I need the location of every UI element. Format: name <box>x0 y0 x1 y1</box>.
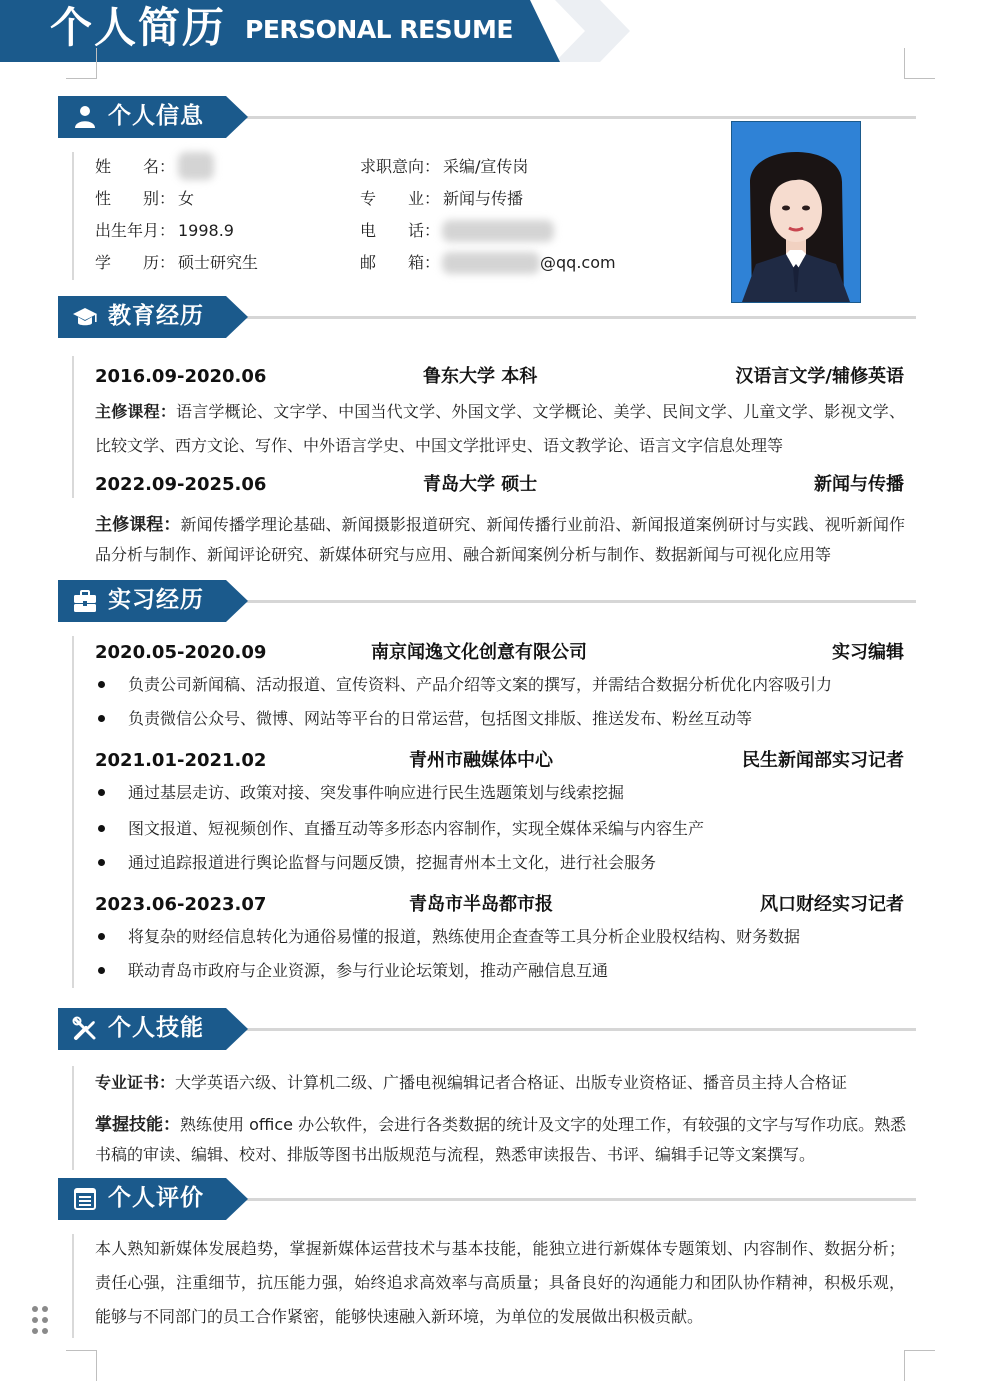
email-label: 邮 箱： <box>360 253 441 272</box>
phone-label: 电 话： <box>360 221 441 240</box>
section-divider <box>240 116 916 119</box>
edu-date: 2022.09-2025.06 <box>95 474 267 495</box>
gender-label: 性 别： <box>95 189 176 208</box>
section-divider <box>240 1028 916 1031</box>
section-rule <box>72 1066 74 1170</box>
section-title-internship: 实习经历 <box>108 587 204 613</box>
intern-bullet: 图文报道、短视频创作、直播互动等多形态内容制作，实现全媒体采编与内容生产 <box>128 819 705 838</box>
intern-bullet: 将复杂的财经信息转化为通俗易懂的报道，熟练使用企查查等工具分析企业股权结构、财务数据 <box>128 927 801 946</box>
skill-label: 掌握技能： <box>95 1115 180 1135</box>
resume-title-en: PERSONAL RESUME <box>245 15 513 44</box>
edu-school: 鲁东大学 本科 <box>423 366 538 387</box>
courses-label: 主修课程： <box>95 402 177 421</box>
corner-mark-bottom-right <box>904 1350 935 1381</box>
corner-mark-top-right <box>904 48 935 79</box>
section-divider <box>240 316 916 319</box>
bullet-dot <box>98 715 105 722</box>
bullet-dot <box>98 859 105 866</box>
portrait-illustration <box>732 122 860 302</box>
section-title-skills: 个人技能 <box>108 1015 204 1041</box>
edu-major: 汉语言文学/辅修英语 <box>735 366 904 387</box>
section-divider <box>240 600 916 603</box>
edu-courses <box>95 395 905 463</box>
major-label: 专 业： <box>360 189 441 208</box>
cert-text: 大学英语六级、计算机二级、广播电视编辑记者合格证、出版专业资格证、播音员主持人合格证 <box>175 1073 848 1092</box>
bullet-dot <box>98 933 105 940</box>
courses-text: 新闻传播学理论基础、新闻摄影报道研究、新闻传播行业前沿、新闻报道案例研讨与实践、视听新闻作品分析与制作、新闻评论研究、新媒体研究与应用、融合新闻案例分析与制作、数据新闻与可视化应用等 <box>95 515 905 564</box>
section-rule <box>72 152 74 280</box>
section-rule <box>72 1234 74 1338</box>
intern-company: 南京闻逸文化创意有限公司 <box>371 642 587 663</box>
corner-mark-bottom-left <box>66 1350 97 1381</box>
profile-photo <box>731 121 861 303</box>
intern-bullet: 联动青岛市政府与企业资源，参与行业论坛策划，推动产融信息互通 <box>128 961 609 980</box>
tools-icon <box>72 1016 98 1042</box>
evaluation-text: 本人熟知新媒体发展趋势，掌握新媒体运营技术与基本技能，能独立进行新媒体专题策划、内容制作、数据分析；责任心强，注重细节，抗压能力强，始终追求高效率与高质量；具备良好的沟通能力和团队协作精神，积极乐观，能够与不同部门的员工合作紧密，能够快速融入新环境，为单位的发展做出积极贡献。 <box>95 1239 905 1326</box>
intern-company: 青州市融媒体中心 <box>409 750 553 771</box>
cert-label: 专业证书： <box>95 1073 176 1092</box>
intern-role: 风口财经实习记者 <box>760 894 904 915</box>
skill-text: 熟练使用 office 办公软件，会进行各类数据的统计及文字的处理工作，有较强的文字与写作功底。熟悉书稿的审读、编辑、校对、排版等图书出版规范与流程，熟悉审读报告、书评、编辑手记等文案撰写。 <box>95 1115 907 1164</box>
gender-value: 女 <box>178 189 195 208</box>
intern-role: 实习编辑 <box>832 642 904 663</box>
section-title-evaluation: 个人评价 <box>108 1185 204 1211</box>
major-value: 新闻与传播 <box>443 189 524 208</box>
cert-line <box>95 1073 847 1093</box>
email-domain: @qq.com <box>540 253 616 272</box>
intern-date: 2023.06-2023.07 <box>95 894 267 915</box>
person-icon <box>72 104 98 130</box>
phone-redacted <box>442 220 554 242</box>
drag-handle-icon[interactable] <box>32 1306 50 1336</box>
birth-label: 出生年月： <box>95 221 176 240</box>
name-label: 姓 名： <box>95 157 176 176</box>
bullet-dot <box>98 681 105 688</box>
courses-text: 语言学概论、文字学、中国当代文学、外国文学、文学概论、美学、民间文学、儿童文学、影视文学、比较文学、西方文论、写作、中外语言学史、中国文学批评史、语文教学论、语言文字信息处理等 <box>95 402 905 455</box>
graduation-cap-icon <box>72 304 98 330</box>
edu-major: 新闻与传播 <box>814 474 904 495</box>
resume-title: 个人简历 <box>50 3 227 52</box>
section-title-info: 个人信息 <box>108 103 204 129</box>
section-rule <box>72 356 74 498</box>
briefcase-icon <box>72 588 98 614</box>
corner-mark-top-left <box>66 48 97 79</box>
intent-label: 求职意向： <box>360 157 441 176</box>
birth-value: 1998.9 <box>178 221 234 240</box>
document-list-icon <box>72 1186 98 1212</box>
intern-date: 2021.01-2021.02 <box>95 750 267 771</box>
email-redacted <box>442 252 540 274</box>
bullet-dot <box>98 789 105 796</box>
name-redacted <box>178 152 214 180</box>
intern-bullet: 通过追踪报道进行舆论监督与问题反馈，挖掘青州本土文化，进行社会服务 <box>128 853 657 872</box>
edu-school: 青岛大学 硕士 <box>423 474 538 495</box>
degree-label: 学 历： <box>95 253 176 272</box>
intern-bullet: 通过基层走访、政策对接、突发事件响应进行民生选题策划与线索挖掘 <box>128 783 625 802</box>
edu-courses <box>95 510 905 570</box>
intern-date: 2020.05-2020.09 <box>95 642 267 663</box>
intern-company: 青岛市半岛都市报 <box>409 894 553 915</box>
bullet-dot <box>98 825 105 832</box>
bullet-dot <box>98 967 105 974</box>
section-title-education: 教育经历 <box>108 303 204 329</box>
edu-date: 2016.09-2020.06 <box>95 366 267 387</box>
intent-value: 采编/宣传岗 <box>443 157 529 176</box>
intern-bullet: 负责微信公众号、微博、网站等平台的日常运营，包括图文排版、推送发布、粉丝互动等 <box>128 709 753 728</box>
courses-label: 主修课程： <box>95 515 181 535</box>
intern-role: 民生新闻部实习记者 <box>742 750 904 771</box>
intern-bullet: 负责公司新闻稿、活动报道、宣传资料、产品介绍等文案的撰写，并需结合数据分析优化内容吸引力 <box>128 675 833 694</box>
degree-value: 硕士研究生 <box>178 253 259 272</box>
section-divider <box>240 1198 916 1201</box>
skill-paragraph <box>95 1110 910 1170</box>
section-rule <box>72 636 74 988</box>
